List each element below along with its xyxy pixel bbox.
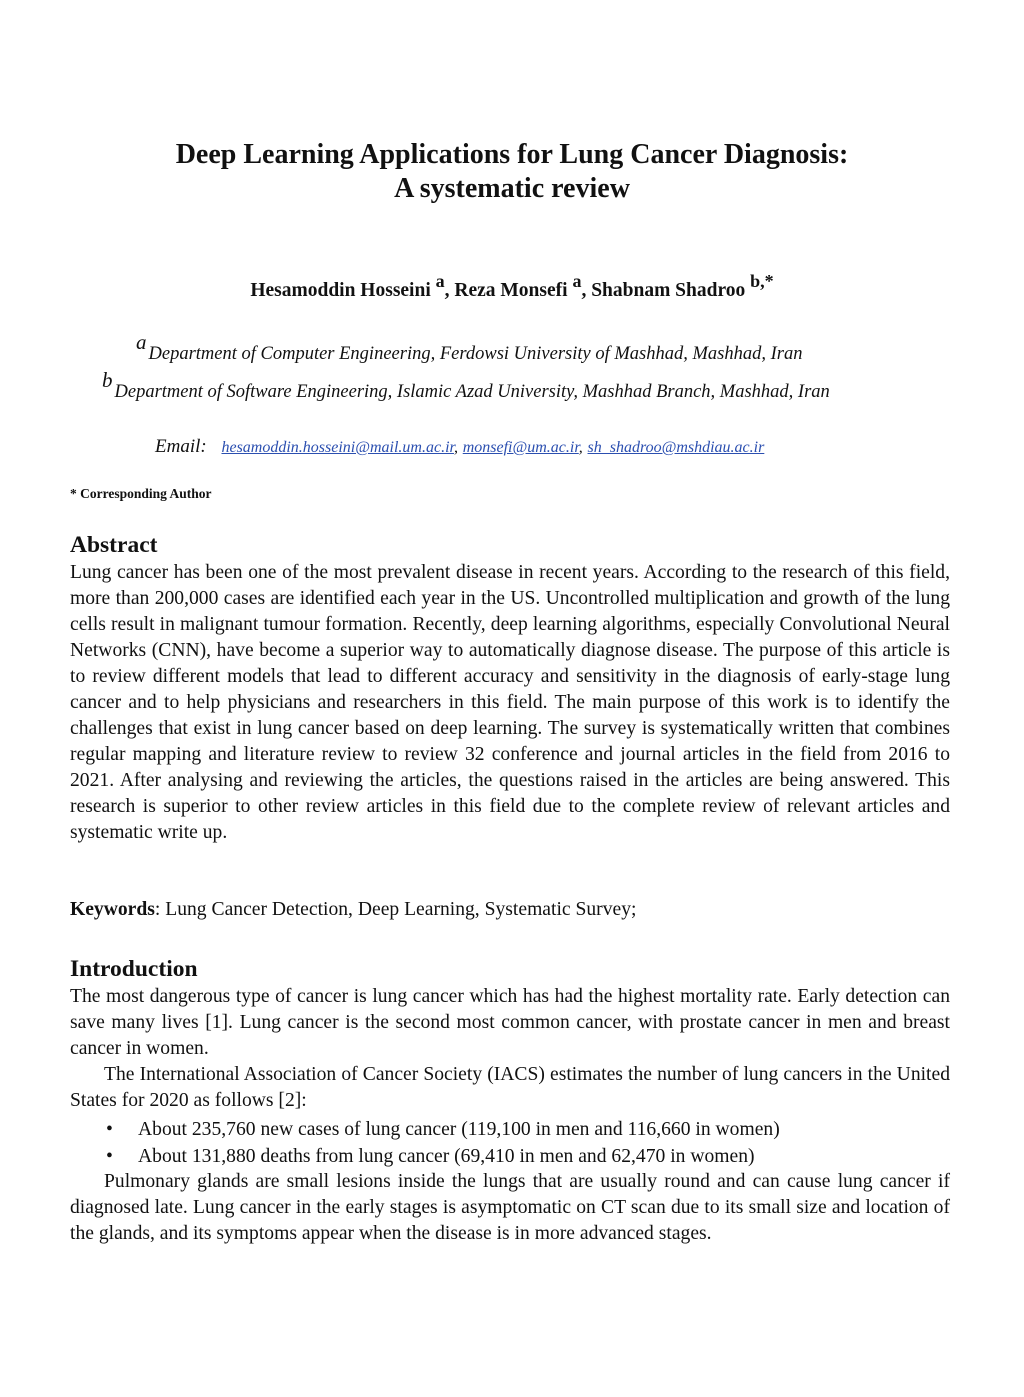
intro-paragraph-3: Pulmonary glands are small lesions inside the lungs that are usually round and can cause lung cancer if diagnosed late. Lung cancer in the early stages is asymptomatic on CT scan due to its small size and location of the glands, and its symptoms appear when the disease is in more advanced stages. bbox=[70, 1171, 950, 1244]
keywords-line bbox=[70, 897, 950, 923]
list-item bbox=[70, 1116, 950, 1143]
author-affiliation-mark: a bbox=[572, 270, 582, 291]
keywords-text: : Lung Cancer Detection, Deep Learning, Systematic Survey; bbox=[154, 899, 637, 920]
email-separator: , bbox=[453, 439, 458, 456]
author-list: Hesamoddin Hosseini $^a$, Reza Monsefi $^a$, Shabnam Shadroo $^{b,*}$ bbox=[250, 270, 774, 301]
author-affiliation-mark: b,* bbox=[750, 270, 774, 291]
email-label: Email: bbox=[155, 436, 207, 457]
author-name: Hesamoddin Hosseini bbox=[250, 280, 431, 301]
title-line-2: A systematic review bbox=[394, 173, 630, 204]
intro-paragraph-1: The most dangerous type of cancer is lung cancer which has had the highest mortality rate. Early detection can save many lives [1]. Lung cancer is the second most common cancer, with prostate cancer in men and breast cancer in women. bbox=[70, 986, 950, 1059]
intro-paragraph-2: The International Association of Cancer Society (IACS) estimates the number of lung cancers in the United States for 2020 as follows [2]: bbox=[70, 1064, 950, 1111]
author-name: Shabnam Shadroo bbox=[591, 280, 746, 301]
paper-title bbox=[0, 138, 1024, 206]
affiliation-text: Department of Software Engineering, Islamic Azad University, Mashhad Branch, Mashhad, Iran bbox=[114, 382, 830, 402]
email-separator: , bbox=[578, 439, 583, 456]
bullet-icon: • bbox=[106, 1146, 113, 1167]
title-line-1: Deep Learning Applications for Lung Cancer Diagnosis: bbox=[175, 139, 849, 170]
corresponding-author-note: * Corresponding Author bbox=[70, 486, 212, 501]
bullet-icon: • bbox=[106, 1119, 113, 1140]
affiliation-b bbox=[102, 368, 830, 404]
abstract-heading: Abstract bbox=[70, 532, 158, 558]
keywords-label: Keywords bbox=[70, 899, 155, 920]
author-affiliation-mark: a bbox=[435, 270, 445, 291]
email-link[interactable]: sh_shadroo@mshdiau.ac.ir bbox=[587, 439, 765, 456]
statistics-bullet-list bbox=[70, 1116, 950, 1170]
list-item bbox=[70, 1143, 950, 1170]
email-line bbox=[155, 434, 764, 461]
introduction-heading: Introduction bbox=[70, 956, 198, 982]
email-link[interactable]: hesamoddin.hosseini@mail.um.ac.ir bbox=[221, 439, 454, 456]
list-item-text: About 235,760 new cases of lung cancer (119,100 in men and 116,660 in women) bbox=[138, 1119, 780, 1140]
email-link[interactable]: monsefi@um.ac.ir bbox=[462, 439, 579, 456]
list-item-text: About 131,880 deaths from lung cancer (69,410 in men and 62,470 in women) bbox=[138, 1146, 755, 1167]
affiliation-text: Department of Computer Engineering, Ferdowsi University of Mashhad, Mashhad, Iran bbox=[148, 344, 803, 364]
affiliation-mark: a bbox=[136, 330, 147, 354]
author-name: Reza Monsefi bbox=[454, 280, 568, 301]
affiliation-mark: b bbox=[102, 368, 113, 392]
abstract-text: Lung cancer has been one of the most prevalent disease in recent years. According to the research of this field, more than 200,000 cases are identified each year in the US. Uncontrolled multiplication and growth of the lung cells result in malignant tumour formation. Recently, deep learning algorithms, especially Convolutional Neural Networks (CNN), have become a superior way to automatically diagnose disease. The purpose of this article is to review different models that lead to different accuracy and sensitivity in the diagnosis of early-stage lung cancer and to help physicians and researchers in this field. The main purpose of this work is to identify the challenges that exist in lung cancer based on deep learning. The survey is systematically written that combines regular mapping and literature review to review 32 conference and journal articles in the field from 2016 to 2021. After analysing and reviewing the articles, the questions raised in the articles are being answered. This research is superior to other review articles in this field due to the complete review of relevant articles and systematic write up. bbox=[70, 562, 950, 843]
affiliation-a bbox=[136, 330, 803, 366]
